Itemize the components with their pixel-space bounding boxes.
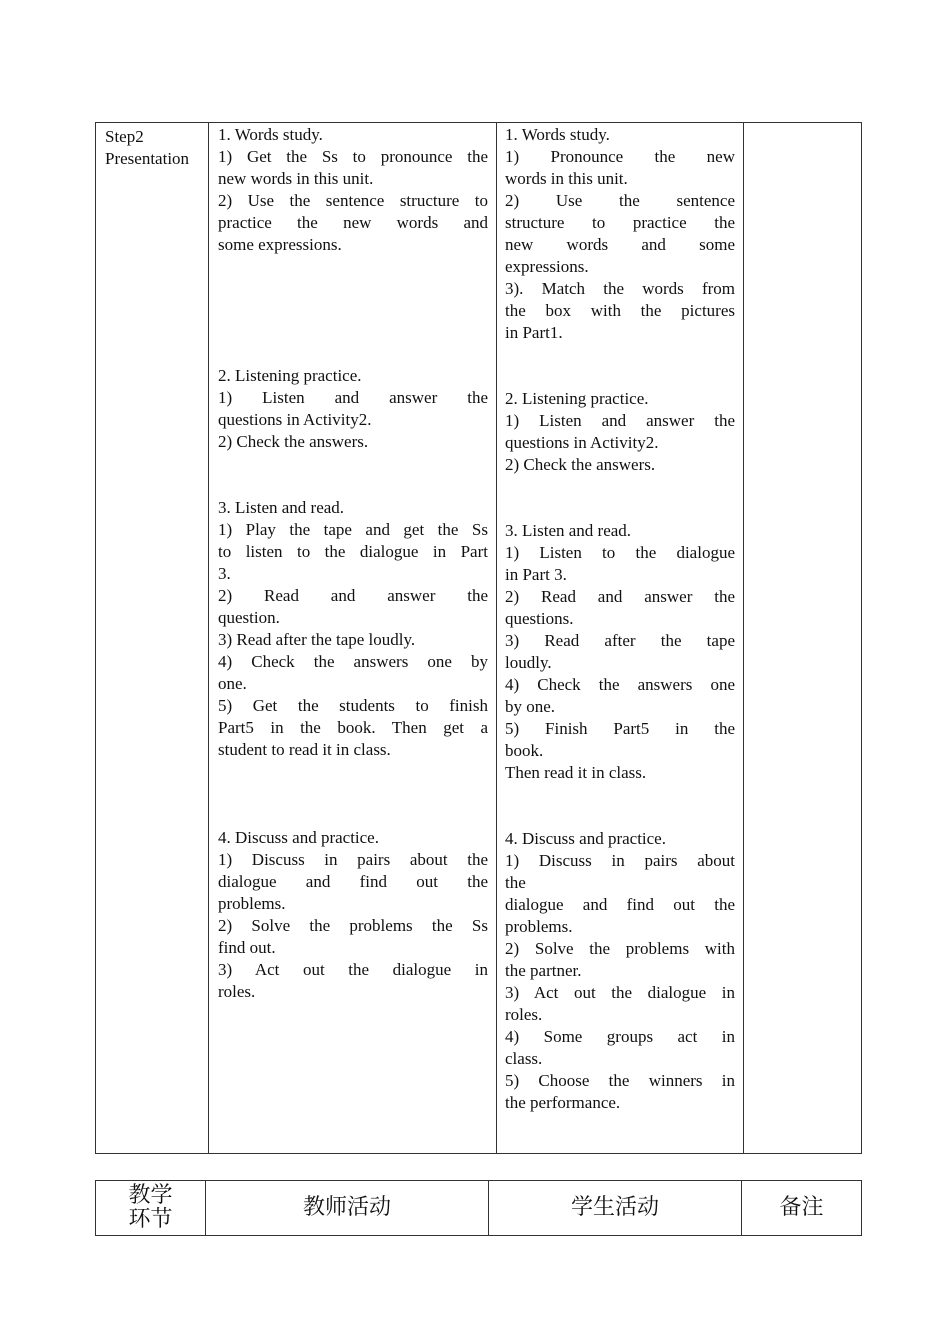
text-line: 4) Check the answers one — [505, 675, 735, 694]
text-line: the partner. — [505, 961, 582, 980]
step-cell — [96, 123, 209, 1154]
text-line: 教学 — [128, 1183, 173, 1208]
text-line: problems. — [505, 917, 573, 936]
header-teaching-stage — [96, 1181, 206, 1236]
text-line: some expressions. — [218, 235, 342, 254]
text-line: 3) Read after the tape loudly. — [218, 630, 416, 649]
text-line: 5) Finish Part5 in the — [505, 719, 735, 738]
text-line: 4. Discuss and practice. — [218, 828, 379, 847]
text-line: 3) Act out the dialogue in — [218, 960, 488, 979]
text-line: 2) Read and answer the — [218, 586, 488, 605]
text-line: by one. — [505, 697, 556, 716]
text-line: 1. Words study. — [505, 125, 610, 144]
text-line: 2) Solve the problems the Ss — [218, 916, 488, 935]
text-line: 1) Listen and answer the — [218, 388, 488, 407]
student-words-study — [505, 124, 735, 344]
text-line: roles. — [218, 982, 256, 1001]
text-line: 2) Solve the problems with — [505, 939, 735, 958]
text-line: 2) Check the answers. — [218, 432, 369, 451]
student-listening-practice — [505, 388, 735, 476]
column-header-table — [95, 1180, 862, 1236]
teacher-listen-and-read — [218, 497, 488, 761]
text-line: 1) Get the Ss to pronounce the — [218, 147, 488, 166]
text-line: 2) Use the sentence — [505, 191, 735, 210]
text-line: dialogue and find out the — [505, 895, 735, 914]
text-line: in Part 3. — [505, 565, 567, 584]
text-line: 4) Check the answers one by — [218, 652, 488, 671]
teacher-words-study — [218, 124, 488, 256]
student-activity-cell — [497, 123, 744, 1154]
text-line: roles. — [505, 1005, 543, 1024]
text-line: 3) Act out the dialogue in — [505, 983, 735, 1002]
header-row — [96, 1181, 862, 1236]
step-label — [105, 126, 189, 170]
text-line: to listen to the dialogue in Part — [218, 542, 488, 561]
text-line: Presentation — [105, 149, 190, 168]
text-line: 1) Discuss in pairs about the — [218, 850, 488, 869]
text-line: 1) Discuss in pairs about — [505, 851, 735, 870]
text-line: 2) Read and answer the — [505, 587, 735, 606]
text-line: Part5 in the book. Then get a — [218, 718, 488, 737]
text-line: 1) Listen to the dialogue — [505, 543, 735, 562]
text-line: class. — [505, 1049, 543, 1068]
text-line: in Part1. — [505, 323, 563, 342]
text-line: 2. Listening practice. — [505, 389, 649, 408]
text-line: 3. Listen and read. — [505, 521, 632, 540]
text-line: questions. — [505, 609, 574, 628]
text-line: 3. — [218, 564, 231, 583]
teacher-listening-practice — [218, 365, 488, 453]
text-line: 1) Listen and answer the — [505, 411, 735, 430]
text-line: questions in Activity2. — [505, 433, 659, 452]
notes-cell — [744, 123, 862, 1154]
text-line: 1. Words study. — [218, 125, 323, 144]
text-line: loudly. — [505, 653, 552, 672]
text-line: find out. — [218, 938, 276, 957]
text-line: student to read it in class. — [218, 740, 391, 759]
table-row — [96, 123, 862, 1154]
text-line: 2) Check the answers. — [505, 455, 656, 474]
student-discuss-and-practice — [505, 828, 735, 1114]
text-line: book. — [505, 741, 544, 760]
text-line: new words and some — [505, 235, 735, 254]
text-line: 4. Discuss and practice. — [505, 829, 666, 848]
text-line: 4) Some groups act in — [505, 1027, 735, 1046]
teacher-activity-cell — [209, 123, 497, 1154]
text-line: dialogue and find out the — [218, 872, 488, 891]
text-line: expressions. — [505, 257, 589, 276]
lesson-plan-table — [95, 122, 862, 1154]
text-line: one. — [218, 674, 247, 693]
text-line: words in this unit. — [505, 169, 628, 188]
text-line: 1) Play the tape and get the Ss — [218, 520, 488, 539]
text-line: 5) Get the students to finish — [218, 696, 488, 715]
text-line: 5) Choose the winners in — [505, 1071, 735, 1090]
text-line: 2. Listening practice. — [218, 366, 362, 385]
student-listen-and-read — [505, 520, 735, 784]
teacher-discuss-and-practice — [218, 827, 488, 1003]
text-line: the box with the pictures — [505, 301, 735, 320]
text-line: 3). Match the words from — [505, 279, 735, 298]
text-line: the — [505, 873, 526, 892]
text-line: questions in Activity2. — [218, 410, 372, 429]
text-line: 1) Pronounce the new — [505, 147, 735, 166]
text-line: new words in this unit. — [218, 169, 374, 188]
text-line: 3. Listen and read. — [218, 498, 345, 517]
header-student-activity: 学生活动 — [489, 1181, 742, 1236]
text-line: 2) Use the sentence structure to — [218, 191, 488, 210]
text-line: Then read it in class. — [505, 763, 647, 782]
text-line: Step2 — [105, 127, 144, 146]
text-line: the performance. — [505, 1093, 621, 1112]
text-line: practice the new words and — [218, 213, 488, 232]
text-line: problems. — [218, 894, 286, 913]
header-teacher-activity: 教师活动 — [206, 1181, 489, 1236]
text-line: question. — [218, 608, 280, 627]
text-line: 环节 — [128, 1207, 173, 1232]
text-line: structure to practice the — [505, 213, 735, 232]
text-line: 3) Read after the tape — [505, 631, 735, 650]
header-notes: 备注 — [742, 1181, 862, 1236]
